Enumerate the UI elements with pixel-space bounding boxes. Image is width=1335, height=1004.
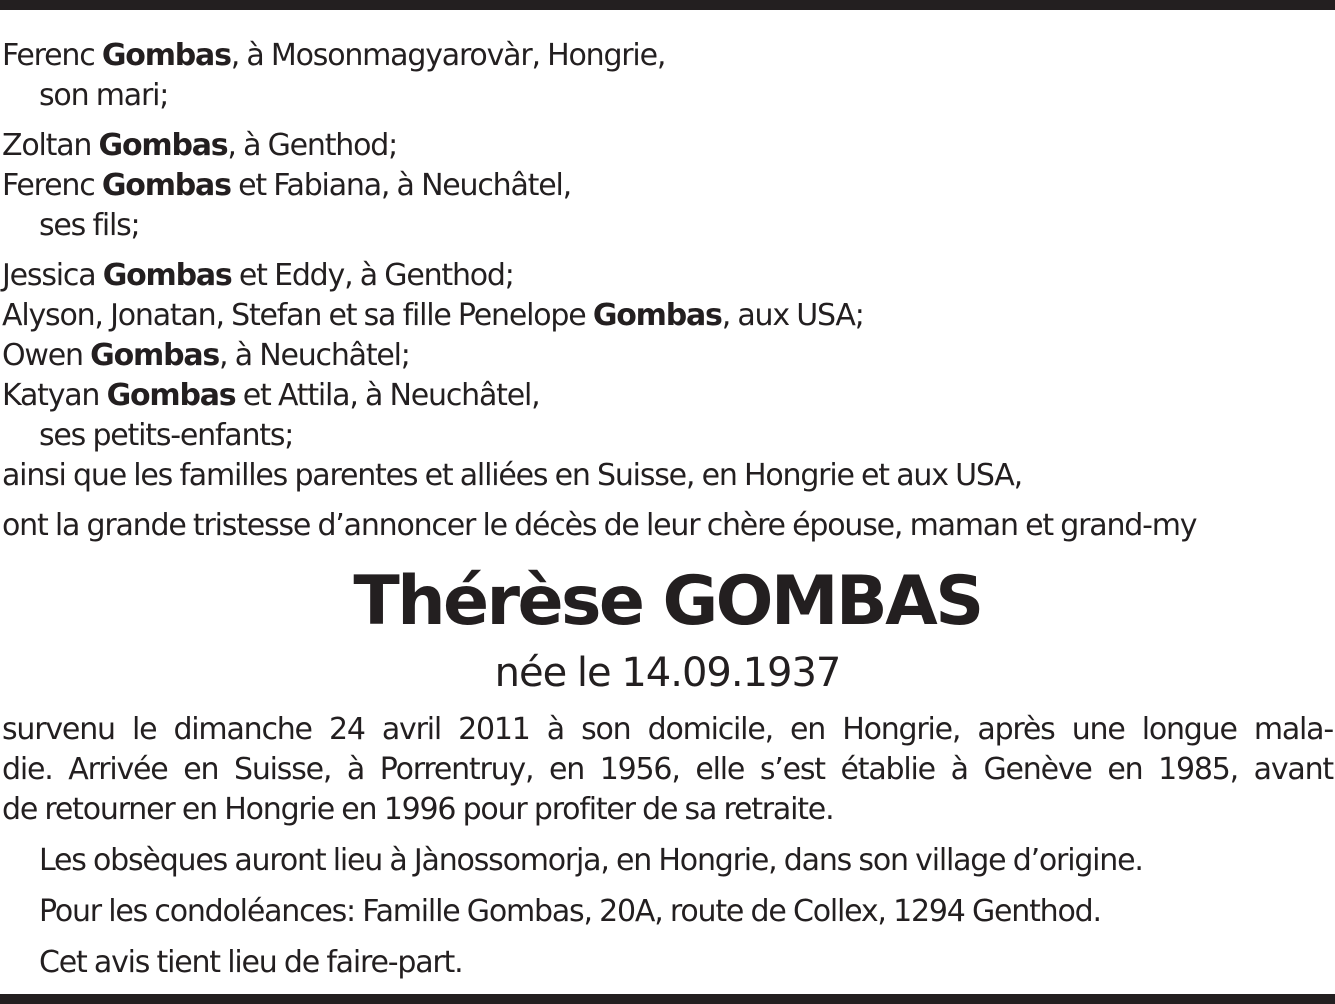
announcement-line: ont la grande tristesse d’annoncer le décès de leur chère épouse, maman et grand-my: [2, 508, 1197, 543]
grandchild-line: [2, 296, 1333, 336]
first-name: Owen: [2, 338, 91, 373]
bottom-rule: [0, 994, 1335, 1004]
grandchild-line: [2, 256, 1333, 296]
first-name: Ferenc: [2, 38, 102, 73]
first-name: Alyson, Jonatan, Stefan et sa fille Penelope: [2, 298, 593, 333]
funeral-note: Les obsèques auront lieu à Jànossomorja, en Hongrie, dans son village d’origine.: [39, 843, 1143, 878]
obituary-notice: [2, 36, 1333, 983]
surname: Gombas: [592, 298, 722, 333]
first-name: Zoltan: [2, 128, 99, 163]
first-name: Ferenc: [2, 168, 102, 203]
surname: Gombas: [101, 168, 231, 203]
deceased-name: Thérèse GOMBAS: [353, 562, 982, 641]
husband-role: son mari;: [39, 78, 169, 113]
residence: , à Neuchâtel;: [219, 338, 410, 373]
surname: Gombas: [90, 338, 220, 373]
birth-date: née le 14.09.1937: [494, 650, 841, 696]
son-line: [2, 126, 1333, 166]
residence: , aux USA;: [721, 298, 864, 333]
top-rule: [0, 0, 1335, 10]
residence: et Attila, à Neuchâtel,: [235, 378, 540, 413]
surname: Gombas: [102, 258, 232, 293]
details-paragraph: [2, 710, 1333, 830]
relatives-line: ainsi que les familles parentes et alliées en Suisse, en Hongrie et aux USA,: [2, 458, 1022, 493]
residence: et Fabiana, à Neuchâtel,: [230, 168, 571, 203]
details-line: survenu le dimanche 24 avril 2011 à son domicile, en Hongrie, après une longue mala-: [2, 712, 1333, 747]
sons-role: ses fils;: [39, 208, 140, 243]
residence: , à Genthod;: [227, 128, 398, 163]
husband-line: [2, 36, 1333, 76]
residence: et Eddy, à Genthod;: [231, 258, 514, 293]
details-line: de retourner en Hongrie en 1996 pour profiter de sa retraite.: [2, 792, 834, 827]
grandchildren-role: ses petits-enfants;: [39, 418, 294, 453]
surname: Gombas: [101, 38, 231, 73]
grandchild-line: [2, 376, 1333, 416]
details-line: die. Arrivée en Suisse, à Porrentruy, en 1956, elle s’est établie à Genève en 1985, avant: [2, 752, 1333, 787]
residence: , à Mosonmagyarovàr, Hongrie,: [230, 38, 666, 73]
surname: Gombas: [98, 128, 228, 163]
grandchild-line: [2, 336, 1333, 376]
surname: Gombas: [106, 378, 236, 413]
notice-note: Cet avis tient lieu de faire-part.: [39, 945, 463, 980]
first-name: Katyan: [2, 378, 107, 413]
son-line: [2, 166, 1333, 206]
first-name: Jessica: [2, 258, 103, 293]
condolences-note: Pour les condoléances: Famille Gombas, 20A, route de Collex, 1294 Genthod.: [39, 894, 1101, 929]
